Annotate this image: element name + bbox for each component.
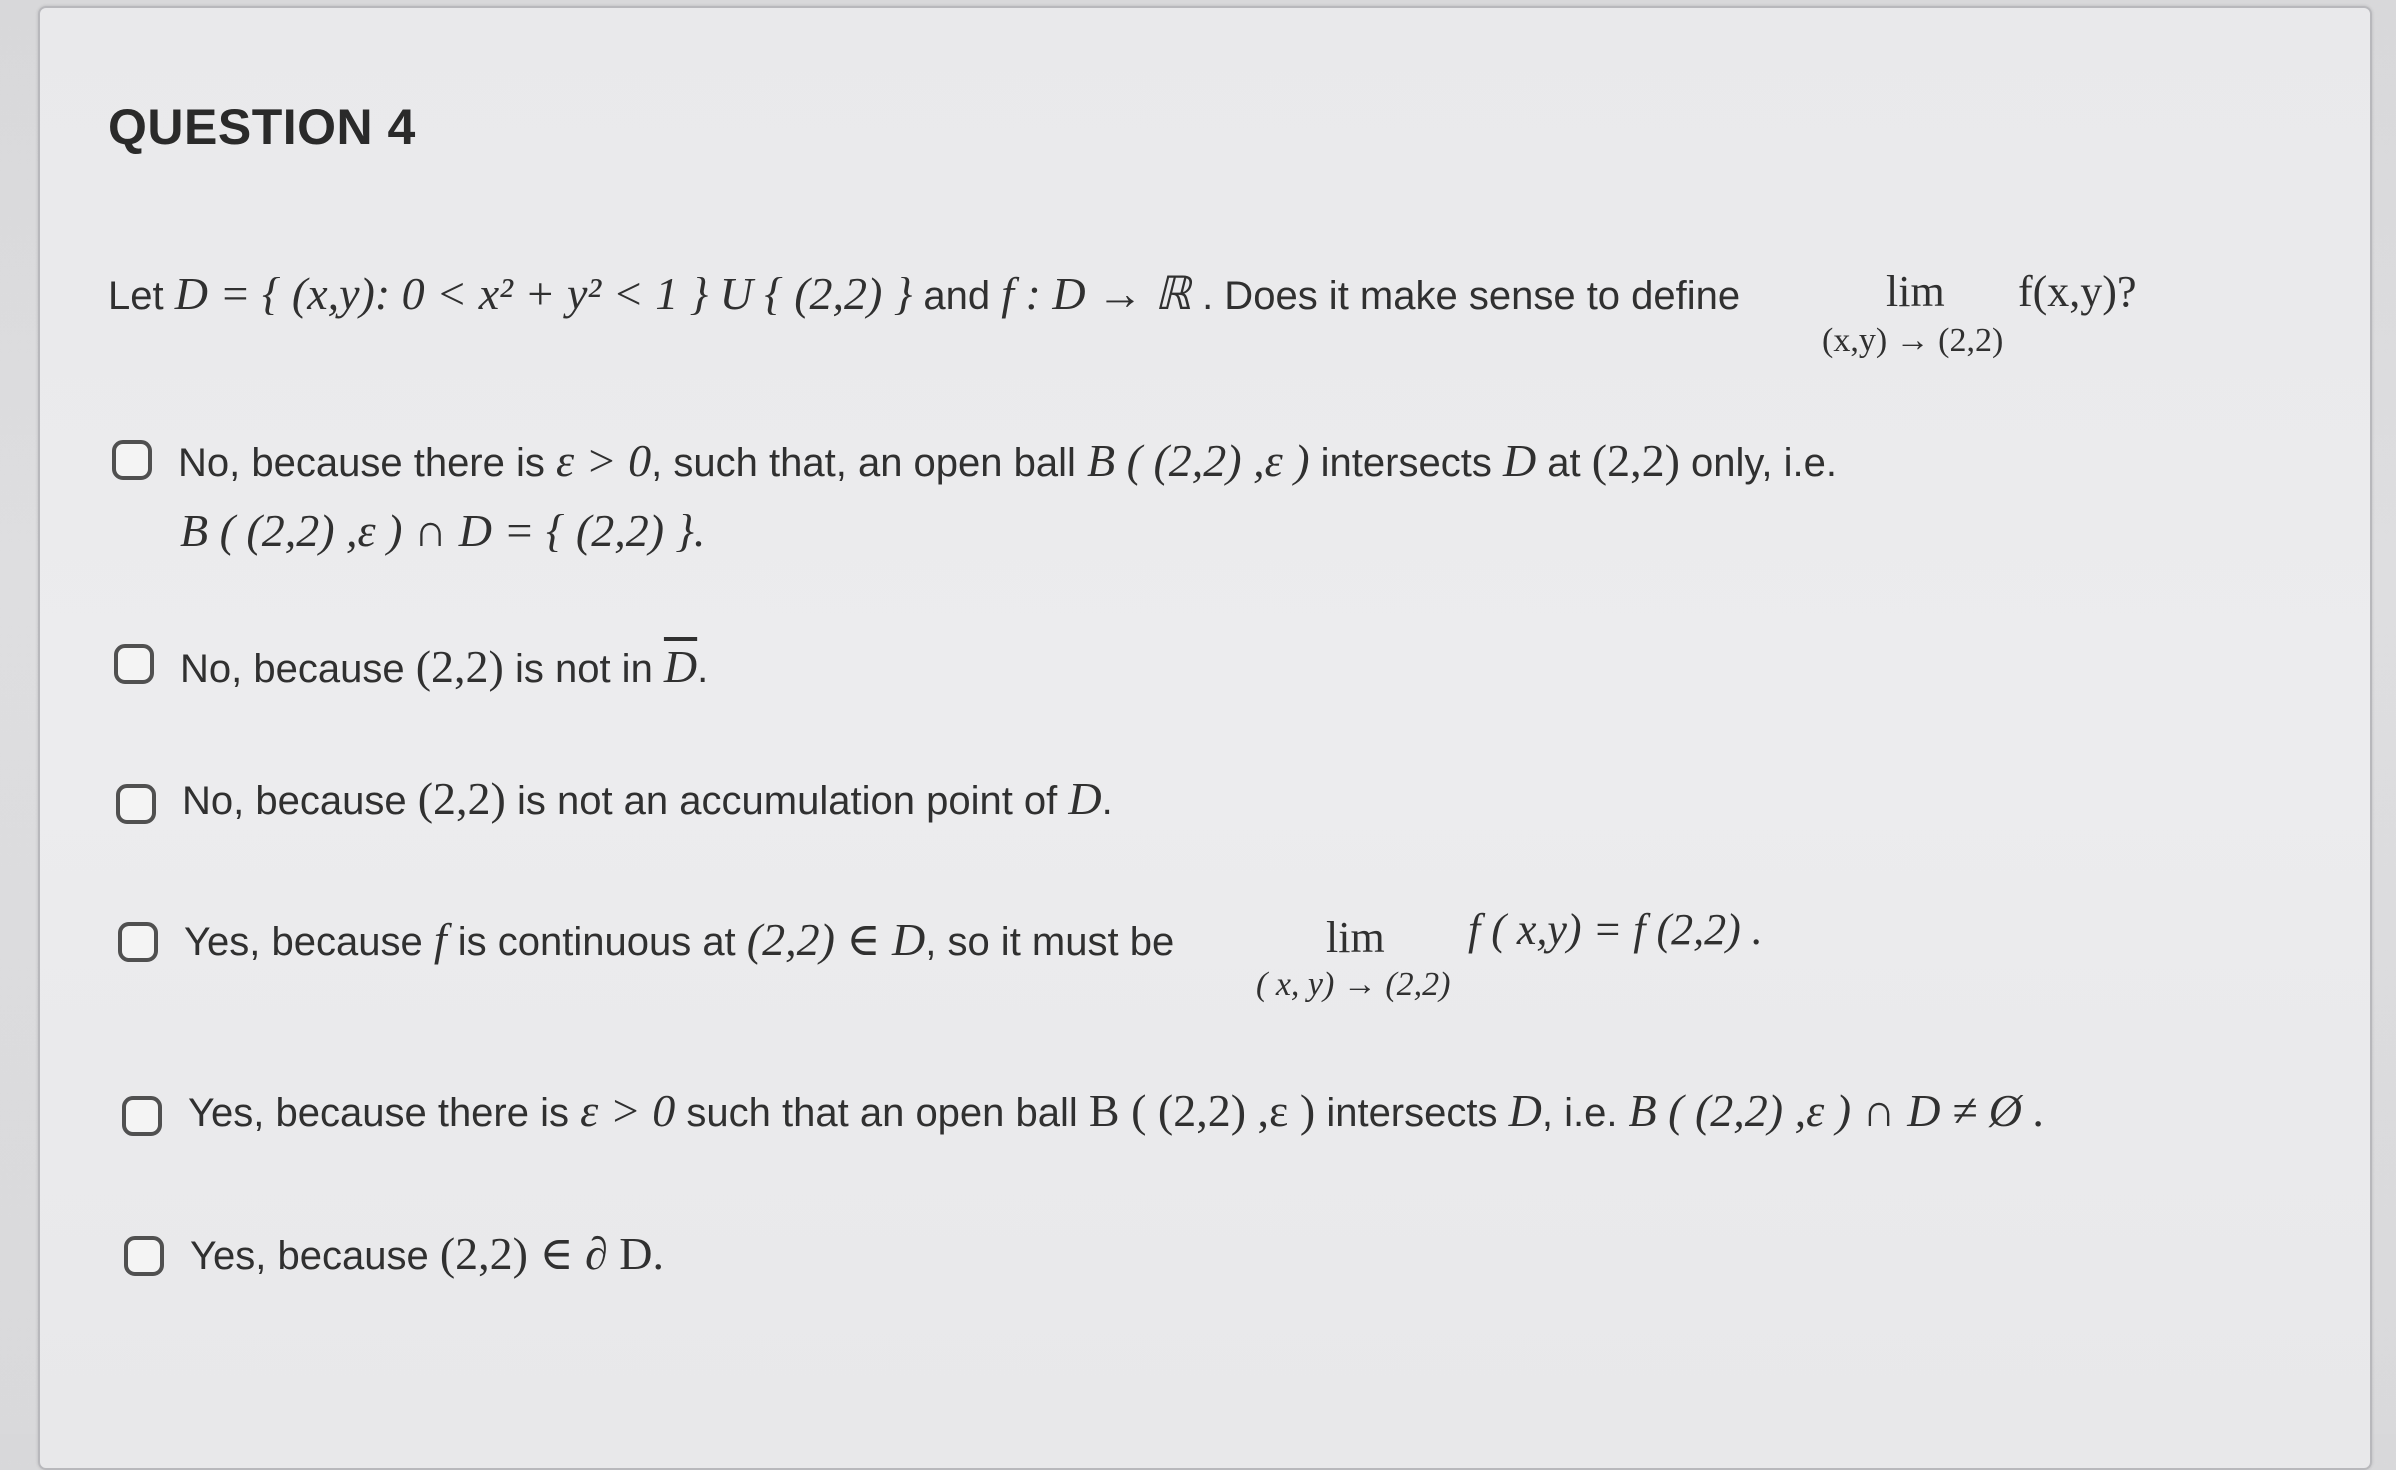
option-4-text: , so it must be [925,920,1175,964]
option-2-text: . [697,647,709,691]
option-1-text: No, because there is [178,441,556,485]
option-3-text: No, because [182,779,418,823]
option-3-line [182,772,1113,825]
option-6-line [190,1226,664,1280]
option-4-lim-expression: f ( x,y) = f (2,2) . [1468,905,1763,954]
option-5-text: Yes, because there is [188,1091,581,1135]
stem-lim-expression: f(x,y)? [2018,267,2137,316]
option-3-text: is not an accumulation point of [505,779,1069,823]
option-4-line [184,912,1174,966]
stem-and: and [912,274,1002,318]
option-5-line [188,1084,2045,1137]
option-4-lim-word: lim [1326,913,1385,962]
option-4-radio[interactable] [118,922,158,962]
option-6-math-boundary: (2,2) ∈ ∂ D. [439,1228,664,1279]
option-2-radio[interactable] [114,644,154,684]
option-1-text: intersects [1309,441,1503,485]
option-1-radio[interactable] [112,440,152,480]
option-1-math-d: D [1502,435,1537,486]
option-1-text: only, i.e. [1679,441,1838,485]
option-1-line-1 [178,434,1837,487]
option-5-math-ball: B ( (2,2) ,ε ) [1088,1085,1316,1136]
option-3-text: . [1101,779,1113,823]
stem-ask: . Does it make sense to define [1190,274,1741,318]
option-2-math-closure-d: $\overline{D}$ [663,641,698,692]
option-1-math-intersection: B ( (2,2) ,ε ) ∩ D = { (2,2) }. [180,505,706,556]
option-1-math-point: (2,2) [1591,435,1680,486]
option-5-text: such that an open ball [675,1091,1089,1135]
option-2-text: No, because [180,647,416,691]
option-5-text: , i.e. [1541,1091,1629,1135]
stem-set-definition: D = { (x,y): 0 < x² + y² < 1 } U { (2,2) } [174,268,913,319]
option-2-line [180,640,708,693]
option-4-math-point-in-d: (2,2) ∈ D [746,914,926,965]
option-5-math-nonempty: B ( (2,2) ,ε ) ∩ D ≠ Ø . [1628,1085,2045,1136]
stem-lim-subscript: (x,y) → (2,2) [1822,322,2004,359]
option-5-math-d: D [1508,1085,1542,1136]
option-4-math-f: f [433,914,447,965]
option-6-text: Yes, because [190,1234,440,1278]
option-3-math-d: D [1068,773,1102,824]
option-1-math-ball: B ( (2,2) ,ε ) [1087,435,1310,486]
stem-let: Let [108,274,175,318]
option-6-radio[interactable] [124,1236,164,1276]
option-1-math-epsilon: ε > 0 [556,435,652,486]
question-title: QUESTION 4 [108,99,416,155]
option-5-radio[interactable] [122,1096,162,1136]
option-3-radio[interactable] [116,784,156,824]
stem-function: f : D → ℝ [1001,268,1191,319]
option-4-text: Yes, because [184,920,434,964]
option-4-lim-subscript: ( x, y) → (2,2) [1256,966,1451,1003]
option-4-text: is continuous at [446,920,747,964]
option-1-text: , such that, an open ball [651,441,1088,485]
question-stem [108,266,1740,320]
stem-lim-word: lim [1886,267,1945,316]
option-1-text: at [1536,441,1592,485]
option-2-math-point: (2,2) [415,641,504,692]
option-2-text: is not in [503,647,664,691]
option-5-text: intersects [1315,1091,1509,1135]
option-3-math-point: (2,2) [417,773,506,824]
option-5-math-epsilon: ε > 0 [580,1085,676,1136]
option-1-line-2 [180,504,705,557]
